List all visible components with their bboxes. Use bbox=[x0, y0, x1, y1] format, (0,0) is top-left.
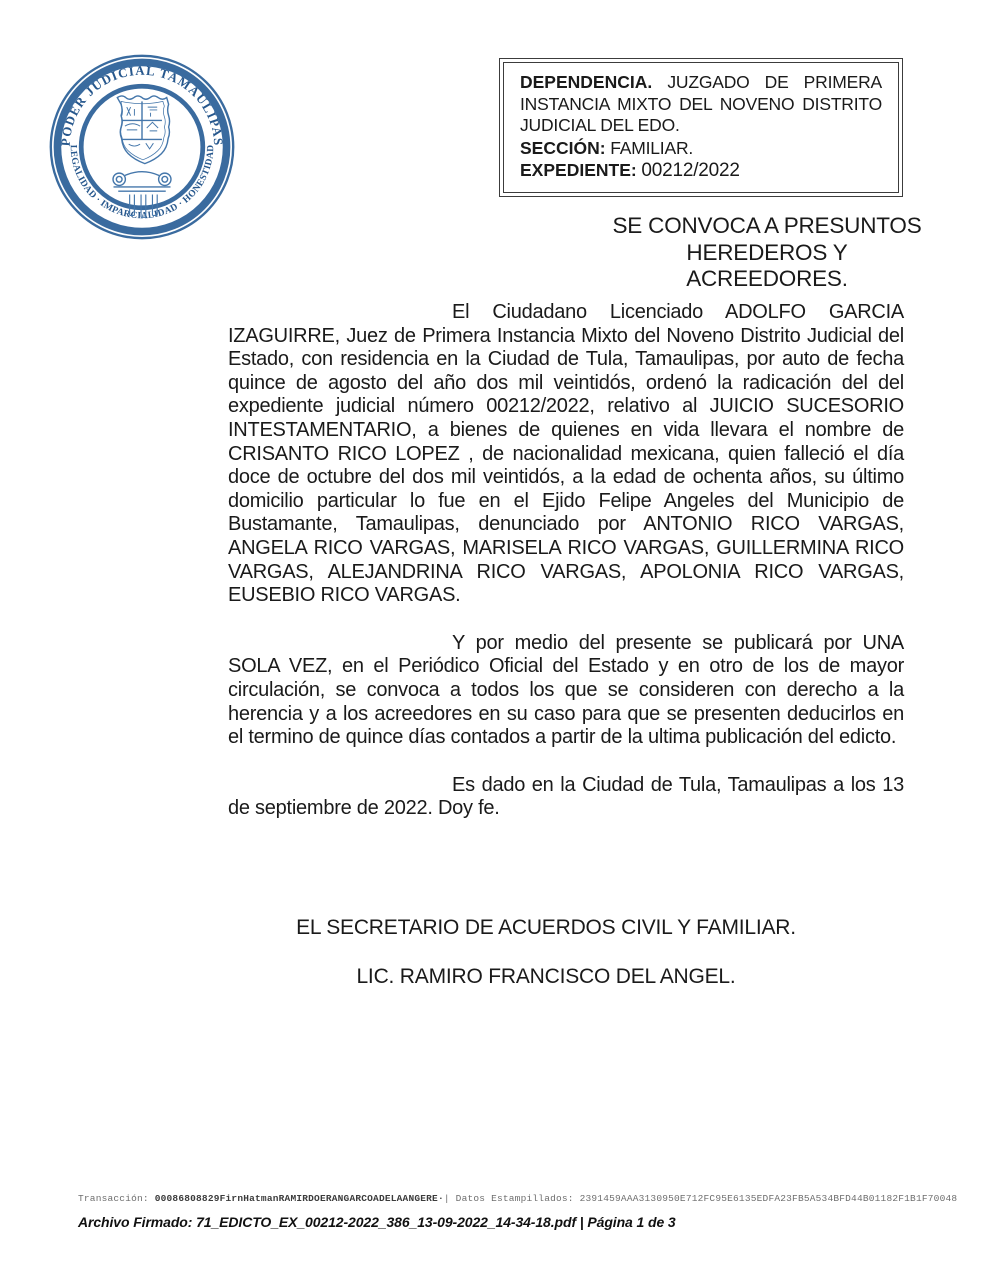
expediente-line bbox=[520, 160, 882, 182]
notice-title bbox=[612, 213, 922, 293]
signed-file-name: 71_EDICTO_EX_00212-2022_386_13-09-2022_14-34-18.pdf bbox=[196, 1214, 577, 1230]
expediente-value: 00212/2022 bbox=[641, 160, 740, 181]
case-info-box bbox=[503, 62, 899, 193]
dependencia-label: DEPENDENCIA. bbox=[520, 72, 653, 92]
expediente-label: EXPEDIENTE: bbox=[520, 160, 637, 180]
poder-judicial-tamaulipas-seal-icon bbox=[47, 48, 237, 246]
transaction-label: Transacción: bbox=[78, 1193, 155, 1204]
transaction-garbled-signers: 00086808829FirnHatmanRAMIRDOERANGARCOADELAANGERE· bbox=[154, 1193, 444, 1204]
transaction-stamp-line bbox=[78, 1193, 958, 1204]
signature-name: LIC. RAMIRO FRANCISCO DEL ANGEL. bbox=[356, 965, 736, 988]
dependencia-value: JUZGADO DE PRIMERA INSTANCIA MIXTO DEL NOVENO DISTRITO JUDICIAL DEL EDO. bbox=[520, 72, 883, 135]
notice-title-line1: SE CONVOCA A PRESUNTOS bbox=[612, 213, 922, 238]
footer-separator: | bbox=[576, 1214, 588, 1230]
dependencia-line bbox=[520, 72, 882, 137]
seccion-value: FAMILIAR. bbox=[610, 137, 694, 158]
edict-body bbox=[228, 301, 904, 845]
edict-paragraph-radicacion: El Ciudadano Licenciado ADOLFO GARCIA IZAGUIRRE, Juez de Primera Instancia Mixto del Noveno Distrito Judicial del Estado, con residencia en la Ciudad de Tula, Tamaulipas, por auto de fecha quince de agosto del año dos mil veintidós, ordenó la radicación del del expediente judicial número 00212/2022, relativo al JUICIO SUCESORIO INTESTAMENTARIO, a bienes de quienes en vida llevara el nombre de CRISANTO RICO LOPEZ , de nacionalidad mexicana, quien falleció el día doce de octubre del dos mil veintidós, a la edad de ochenta años, su último domicilio particular lo fue en el Ejido Felipe Angeles del Municipio de Bustamante, Tamaulipas, denunciado por ANTONIO RICO VARGAS, ANGELA RICO VARGAS, MARISELA RICO VARGAS, GUILLERMINA RICO VARGAS, ALEJANDRINA RICO VARGAS, APOLONIA RICO VARGAS, EUSEBIO RICO VARGAS. bbox=[228, 301, 904, 607]
signature-block bbox=[208, 916, 884, 989]
edict-paragraph-publicacion: Y por medio del presente se publicará por UNA SOLA VEZ, en el Periódico Oficial del Estado y en otro de los de mayor circulación, se convoca a todos los que se consideren con derecho a la herencia y a los acreedores en su caso para que se presenten deducirlos en el termino de quince días contados a partir de la ultima publicación del edicto. bbox=[228, 631, 904, 749]
seccion-line bbox=[520, 138, 882, 160]
notice-title-line2: HEREDEROS Y ACREEDORES. bbox=[686, 239, 848, 291]
signed-file-label: Archivo Firmado: bbox=[78, 1214, 197, 1230]
seal-top-text: PODER JUDICIAL TAMAULIPAS bbox=[58, 63, 226, 147]
signed-file-line bbox=[78, 1214, 958, 1230]
signature-role: EL SECRETARIO DE ACUERDOS CIVIL Y FAMILIAR. bbox=[296, 916, 796, 939]
stamped-data-value: 2391459AAA3130950E712FC95E6135EDFA23FB5A534BFD44B01182F1B1F70048 bbox=[579, 1193, 958, 1204]
page-indicator: Página 1 de 3 bbox=[587, 1214, 676, 1230]
stamped-data-label: | Datos Estampillados: bbox=[443, 1193, 580, 1204]
seal-bottom-text: LEGALIDAD · IMPARCIALIDAD · HONESTIDAD bbox=[67, 144, 217, 222]
seccion-label: SECCIÓN: bbox=[520, 137, 606, 158]
edict-paragraph-fecha: Es dado en la Ciudad de Tula, Tamaulipas a los 13 de septiembre de 2022. Doy fe. bbox=[228, 773, 904, 820]
